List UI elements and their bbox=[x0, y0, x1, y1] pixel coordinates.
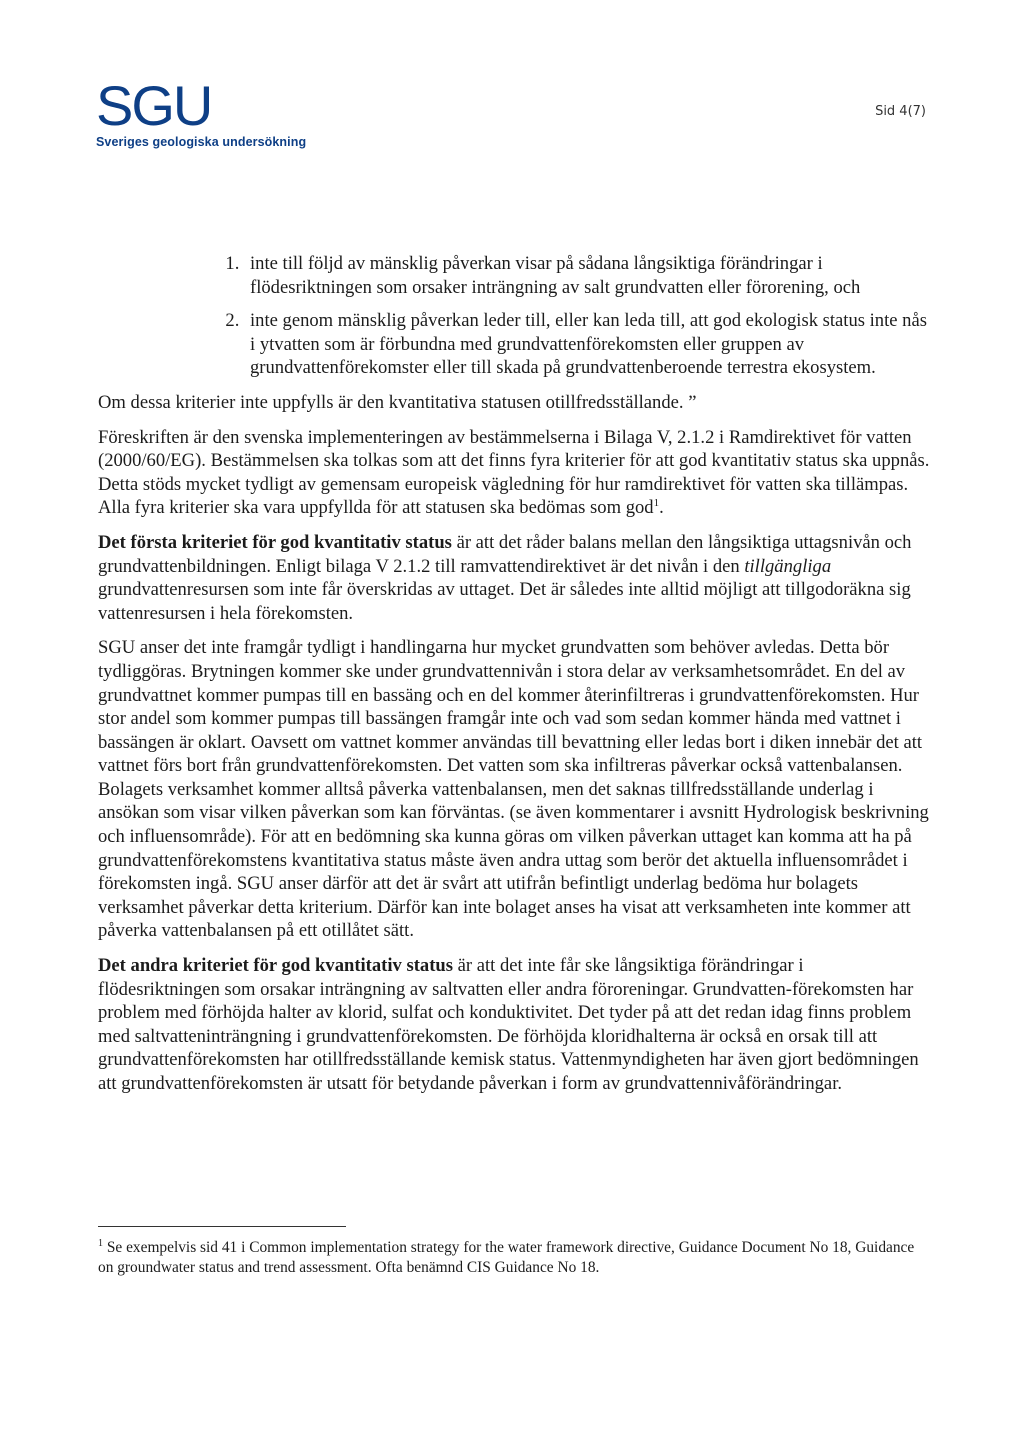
footnote bbox=[98, 1238, 930, 1278]
list-item: 1. inte till följd av mänsklig påverkan visar på sådana långsiktiga förändringar i flödesriktningen som orsaker inträngning av salt grundvatten eller förorening, och bbox=[244, 252, 930, 299]
paragraph-second-criterion bbox=[98, 954, 930, 1096]
sgu-logo bbox=[96, 74, 307, 149]
first-criterion-text-2: grundvattenresursen som inte får överskridas av uttaget. Det är således inte alltid möjligt att tillgodoräkna sig vattenresursen i hela förekomsten. bbox=[98, 579, 911, 624]
first-criterion-text-1: är att det råder balans mellan den långsiktiga uttagsnivån och grundvattenbildningen. Enligt bilaga V 2.1.2 till ramvattendirektivet är det nivån i den bbox=[98, 531, 912, 577]
first-criterion-emphasis: tillgängliga bbox=[744, 555, 832, 577]
document-body bbox=[98, 252, 930, 1107]
second-criterion-heading: Det andra kriteriet för god kvantitativ status bbox=[98, 955, 453, 977]
regulation-end: . bbox=[659, 497, 664, 519]
logo-mark: SGU bbox=[96, 74, 212, 137]
footnote-text: Se exempelvis sid 41 i Common implementation strategy for the water framework directive, Guidance Document No 18, Guidance on groundwater status and trend assessment. Ofta benämnd CIS Guidance No 18. bbox=[98, 1239, 915, 1276]
second-criterion-text: är att det inte får ske långsiktiga förändringar i flödesriktningen som orsakar inträngning av saltvatten eller andra föroreningar. Grundvatten-förekomsten har problem med förhöjda halter av klorid, sulfat och konduktivitet. Det tyder på att det redan idag finns problem med saltvatteninträngning i grundvattenförekomsten. De förhöjda kloridhalterna är också en orsak till att grundvattenförekomsten har otillfredsställande kemisk status. Vattenmyndigheten har även gjort bedömningen att grundvattenförekomsten är utsatt för betydande påverkan i form av grundvattennivåförändringar. bbox=[98, 955, 919, 1094]
paragraph-first-criterion bbox=[98, 531, 930, 625]
criteria-list bbox=[98, 252, 930, 380]
list-item: 2. inte genom mänsklig påverkan leder till, eller kan leda till, att god ekologisk status inte nås i ytvatten som är förbundna med grundvattenförekomsten eller gruppen av grundvattenförekomster eller till skada på grundvattenberoende terrestra ekosystem. bbox=[244, 309, 930, 380]
page-number: Sid 4(7) bbox=[875, 104, 926, 119]
paragraph-status: Om dessa kriterier inte uppfylls är den kvantitativa statusen otillfredsställande. ” bbox=[98, 391, 697, 413]
footnote-divider bbox=[98, 1226, 346, 1227]
regulation-text: Föreskriften är den svenska implementeringen av bestämmelserna i Bilaga V, 2.1.2 i Ramdirektivet för vatten (2000/60/EG). Bestämmelsen ska tolkas som att det finns fyra kriterier för att god kvantitativ status ska uppnås. Detta stöds mycket tydligt av gemensam europeisk vägledning för hur ramdirektivet för vatten ska tillämpas. Alla fyra kriterier ska vara uppfyllda för att statusen ska bedömas som god bbox=[98, 426, 930, 519]
paragraph-sgu-assessment: SGU anser det inte framgår tydligt i handlingarna hur mycket grundvatten som behöver avledas. Detta bör tydliggöras. Brytningen kommer ske under grundvattennivån i stora delar av verksamhetsområdet. En del av grundvattnet kommer pumpas till en bassäng och en del kommer återinfiltreras i grundvattenförekomsten. Hur stor andel som kommer pumpas till bassängen framgår inte och vad som sedan kommer hända med vattnet i bassängen är oklart. Oavsett om vattnet kommer användas till bevattning eller ledas bort i diken innebär det att vattnet förs bort från grundvattenförekomsten. Det vatten som ska infiltreras påverkar också vattenbalansen. Bolagets verksamhet kommer alltså påverka vattenbalansen, men det saknas tillfredsställande underlag i ansökan som visar vilken påverkan som kan förväntas. (se även kommentarer i avsnitt Hydrologisk beskrivning och influensområde). För att en bedömning ska kunna göras om vilken påverkan uttaget kan komma att ha på grundvattenförekomstens kvantitativa status måste även andra uttag som berör det aktuella influensområdet i förekomsten ingå. SGU anser därför att det är svårt att utifrån befintligt underlag bedöma hur bolagets verksamhet påverkar detta kriterium. Därför kan inte bolaget anses ha visat att verksamheten inte kommer att påverka vattenbalansen på ett otillåtet sätt. bbox=[98, 637, 929, 942]
paragraph-regulation bbox=[98, 426, 930, 520]
footnote-marker: 1 bbox=[98, 1237, 103, 1249]
page-header bbox=[96, 74, 926, 158]
footnote-reference[interactable]: 1 bbox=[653, 497, 660, 510]
logo-subtitle: Sveriges geologiska undersökning bbox=[96, 135, 307, 149]
first-criterion-heading: Det första kriteriet för god kvantitativ status bbox=[98, 531, 452, 553]
